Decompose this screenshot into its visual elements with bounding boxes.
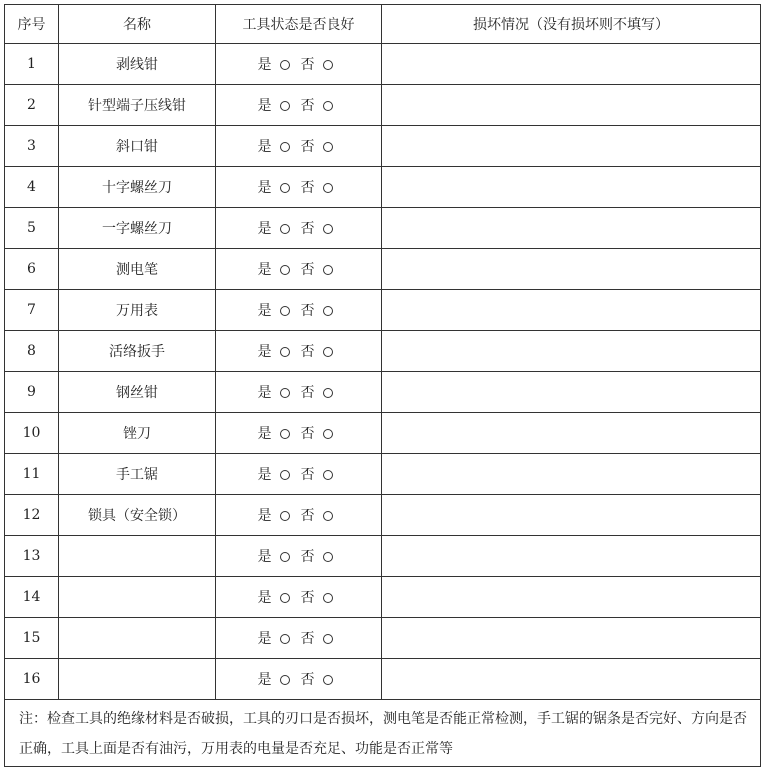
option-no[interactable] — [301, 423, 340, 443]
tool-name: 锁具（安全锁） — [59, 495, 216, 536]
header-damage: 损坏情况（没有损坏则不填写） — [382, 5, 761, 44]
option-no-label: 否 — [300, 303, 315, 319]
table-row — [5, 659, 761, 700]
option-no-label: 否 — [300, 590, 315, 606]
tool-name: 针型端子压线钳 — [59, 85, 216, 126]
table-row — [5, 454, 761, 495]
option-yes-label: 是 — [257, 549, 272, 565]
option-no-label: 否 — [300, 426, 315, 442]
row-index: 14 — [5, 577, 59, 618]
radio-circle-icon[interactable] — [323, 429, 333, 439]
note-row — [5, 700, 761, 767]
header-status: 工具状态是否良好 — [216, 5, 382, 44]
option-yes-label: 是 — [257, 590, 272, 606]
status-options — [216, 249, 382, 290]
row-index: 3 — [5, 126, 59, 167]
damage-cell[interactable] — [382, 167, 761, 208]
radio-circle-icon[interactable] — [280, 60, 290, 70]
radio-circle-icon[interactable] — [323, 60, 333, 70]
status-options — [216, 331, 382, 372]
option-yes[interactable] — [258, 95, 297, 115]
option-yes[interactable] — [258, 300, 297, 320]
row-index: 2 — [5, 85, 59, 126]
option-no[interactable] — [301, 464, 340, 484]
status-options — [216, 44, 382, 85]
status-options — [216, 126, 382, 167]
radio-circle-icon[interactable] — [323, 183, 333, 193]
status-options — [216, 618, 382, 659]
damage-cell[interactable] — [382, 85, 761, 126]
radio-circle-icon[interactable] — [323, 347, 333, 357]
option-no[interactable] — [301, 300, 340, 320]
option-yes[interactable] — [258, 505, 297, 525]
option-yes[interactable] — [258, 382, 297, 402]
row-index: 15 — [5, 618, 59, 659]
status-options — [216, 413, 382, 454]
table-row — [5, 577, 761, 618]
tool-name: 钢丝钳 — [59, 372, 216, 413]
tool-name: 十字螺丝刀 — [59, 167, 216, 208]
damage-cell[interactable] — [382, 413, 761, 454]
option-no-label: 否 — [300, 180, 315, 196]
table-row — [5, 44, 761, 85]
row-index: 8 — [5, 331, 59, 372]
row-index: 16 — [5, 659, 59, 700]
option-yes-label: 是 — [257, 139, 272, 155]
option-no-label: 否 — [300, 344, 315, 360]
tool-name: 一字螺丝刀 — [59, 208, 216, 249]
option-yes[interactable] — [258, 669, 297, 689]
table-row — [5, 290, 761, 331]
status-options — [216, 454, 382, 495]
tool-name: 剥线钳 — [59, 44, 216, 85]
table-row — [5, 167, 761, 208]
table-row — [5, 126, 761, 167]
tool-name — [59, 536, 216, 577]
tool-name: 活络扳手 — [59, 331, 216, 372]
radio-circle-icon[interactable] — [280, 265, 290, 275]
row-index: 1 — [5, 44, 59, 85]
option-yes-label: 是 — [257, 262, 272, 278]
damage-cell[interactable] — [382, 126, 761, 167]
option-no-label: 否 — [300, 467, 315, 483]
option-yes-label: 是 — [257, 672, 272, 688]
option-no-label: 否 — [300, 631, 315, 647]
radio-circle-icon[interactable] — [323, 511, 333, 521]
row-index: 13 — [5, 536, 59, 577]
option-no[interactable] — [301, 669, 340, 689]
tool-name: 锉刀 — [59, 413, 216, 454]
option-no-label: 否 — [300, 262, 315, 278]
tool-name: 手工锯 — [59, 454, 216, 495]
radio-circle-icon[interactable] — [323, 388, 333, 398]
damage-cell[interactable] — [382, 372, 761, 413]
radio-circle-icon[interactable] — [280, 224, 290, 234]
option-yes[interactable] — [258, 218, 297, 238]
radio-circle-icon[interactable] — [323, 142, 333, 152]
damage-cell[interactable] — [382, 208, 761, 249]
option-no-label: 否 — [300, 672, 315, 688]
tool-name: 测电笔 — [59, 249, 216, 290]
damage-cell[interactable] — [382, 495, 761, 536]
option-yes[interactable] — [258, 54, 297, 74]
option-yes[interactable] — [258, 177, 297, 197]
option-no[interactable] — [301, 505, 340, 525]
option-no[interactable] — [301, 587, 340, 607]
damage-cell[interactable] — [382, 659, 761, 700]
option-yes-label: 是 — [257, 426, 272, 442]
radio-circle-icon[interactable] — [323, 101, 333, 111]
status-options — [216, 659, 382, 700]
radio-circle-icon[interactable] — [280, 634, 290, 644]
option-no-label: 否 — [300, 221, 315, 237]
option-no-label: 否 — [300, 98, 315, 114]
radio-circle-icon[interactable] — [323, 593, 333, 603]
radio-circle-icon[interactable] — [280, 306, 290, 316]
row-index: 11 — [5, 454, 59, 495]
radio-circle-icon[interactable] — [323, 470, 333, 480]
damage-cell[interactable] — [382, 536, 761, 577]
option-no-label: 否 — [300, 549, 315, 565]
option-yes-label: 是 — [257, 57, 272, 73]
note-text: 注：检查工具的绝缘材料是否破损，工具的刃口是否损坏，测电笔是否能正常检测，手工锯的锯条是否完好、方向是否正确，工具上面是否有油污，万用表的电量是否充足、功能是否正常等 — [5, 700, 761, 767]
tool-name — [59, 577, 216, 618]
row-index: 9 — [5, 372, 59, 413]
option-no[interactable] — [301, 177, 340, 197]
status-options — [216, 577, 382, 618]
radio-circle-icon[interactable] — [323, 552, 333, 562]
damage-cell[interactable] — [382, 454, 761, 495]
option-yes-label: 是 — [257, 98, 272, 114]
table-row — [5, 208, 761, 249]
option-no[interactable] — [301, 136, 340, 156]
radio-circle-icon[interactable] — [323, 224, 333, 234]
option-yes-label: 是 — [257, 180, 272, 196]
option-yes-label: 是 — [257, 631, 272, 647]
radio-circle-icon[interactable] — [280, 511, 290, 521]
option-yes-label: 是 — [257, 467, 272, 483]
radio-circle-icon[interactable] — [323, 265, 333, 275]
radio-circle-icon[interactable] — [280, 388, 290, 398]
tool-name — [59, 618, 216, 659]
option-yes[interactable] — [258, 628, 297, 648]
radio-circle-icon[interactable] — [280, 183, 290, 193]
radio-circle-icon[interactable] — [280, 593, 290, 603]
tool-name — [59, 659, 216, 700]
radio-circle-icon[interactable] — [280, 470, 290, 480]
tool-name: 万用表 — [59, 290, 216, 331]
radio-circle-icon[interactable] — [280, 347, 290, 357]
option-yes[interactable] — [258, 464, 297, 484]
option-no[interactable] — [301, 95, 340, 115]
table-row — [5, 249, 761, 290]
option-yes[interactable] — [258, 587, 297, 607]
option-no[interactable] — [301, 382, 340, 402]
damage-cell[interactable] — [382, 331, 761, 372]
option-no-label: 否 — [300, 57, 315, 73]
option-yes[interactable] — [258, 259, 297, 279]
radio-circle-icon[interactable] — [323, 306, 333, 316]
radio-circle-icon[interactable] — [280, 429, 290, 439]
option-no[interactable] — [301, 54, 340, 74]
option-yes-label: 是 — [257, 303, 272, 319]
option-yes[interactable] — [258, 341, 297, 361]
table-row — [5, 331, 761, 372]
radio-circle-icon[interactable] — [323, 675, 333, 685]
option-no-label: 否 — [300, 508, 315, 524]
damage-cell[interactable] — [382, 249, 761, 290]
status-options — [216, 290, 382, 331]
damage-cell[interactable] — [382, 290, 761, 331]
option-yes-label: 是 — [257, 221, 272, 237]
radio-circle-icon[interactable] — [323, 634, 333, 644]
radio-circle-icon[interactable] — [280, 142, 290, 152]
option-yes[interactable] — [258, 546, 297, 566]
header-row — [5, 5, 761, 44]
status-options — [216, 495, 382, 536]
damage-cell[interactable] — [382, 618, 761, 659]
option-yes[interactable] — [258, 423, 297, 443]
damage-cell[interactable] — [382, 577, 761, 618]
table-row — [5, 413, 761, 454]
status-options — [216, 167, 382, 208]
table-row — [5, 536, 761, 577]
option-no[interactable] — [301, 546, 340, 566]
option-no[interactable] — [301, 218, 340, 238]
row-index: 7 — [5, 290, 59, 331]
header-index: 序号 — [5, 5, 59, 44]
option-no[interactable] — [301, 341, 340, 361]
option-yes-label: 是 — [257, 344, 272, 360]
header-name: 名称 — [59, 5, 216, 44]
option-yes[interactable] — [258, 136, 297, 156]
row-index: 6 — [5, 249, 59, 290]
radio-circle-icon[interactable] — [280, 552, 290, 562]
option-yes-label: 是 — [257, 508, 272, 524]
tool-inspection-form — [4, 4, 760, 767]
status-options — [216, 372, 382, 413]
option-yes-label: 是 — [257, 385, 272, 401]
row-index: 4 — [5, 167, 59, 208]
tool-name: 斜口钳 — [59, 126, 216, 167]
option-no[interactable] — [301, 259, 340, 279]
table-row — [5, 85, 761, 126]
row-index: 10 — [5, 413, 59, 454]
radio-circle-icon[interactable] — [280, 101, 290, 111]
damage-cell[interactable] — [382, 44, 761, 85]
row-index: 12 — [5, 495, 59, 536]
table-row — [5, 372, 761, 413]
status-options — [216, 208, 382, 249]
row-index: 5 — [5, 208, 59, 249]
status-options — [216, 536, 382, 577]
option-no[interactable] — [301, 628, 340, 648]
option-no-label: 否 — [300, 385, 315, 401]
table-row — [5, 495, 761, 536]
radio-circle-icon[interactable] — [280, 675, 290, 685]
table-row — [5, 618, 761, 659]
inspection-table — [4, 4, 761, 767]
status-options — [216, 85, 382, 126]
option-no-label: 否 — [300, 139, 315, 155]
